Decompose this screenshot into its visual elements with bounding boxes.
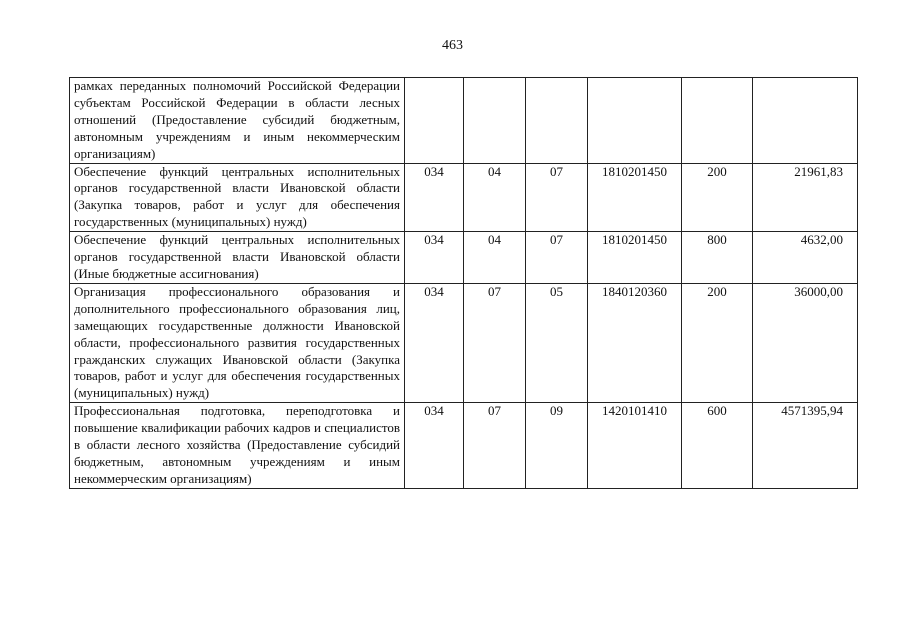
budget-table [69,77,858,489]
section-code: 04 [464,163,526,232]
row-description: Профессиональная подготовка, переподготовка и повышение квалификации рабочих кадров и специалистов в области лесного хозяйства (Предоставление субсидий бюджетным, автономным учреждениям и иным некоммерческим организациям) [70,403,405,489]
target-code: 1420101410 [588,403,682,489]
ministry-code: 034 [405,232,464,284]
row-description: Обеспечение функций центральных исполнительных органов государственной власти Ивановской области (Закупка товаров, работ и услуг для обеспечения государственных (муниципальных) нужд) [70,163,405,232]
amount [753,78,858,164]
target-code [588,78,682,164]
ministry-code: 034 [405,403,464,489]
page-number: 463 [442,38,463,53]
subsection-code: 09 [526,403,588,489]
table-row [70,232,858,284]
section-code: 04 [464,232,526,284]
target-code: 1810201450 [588,163,682,232]
amount: 4571395,94 [753,403,858,489]
table-row [70,283,858,402]
row-description: Организация профессионального образования и дополнительного профессионального образования лиц, замещающих государственные должности Ивановской области, профессионального развития государственных гражданских служащих Ивановской области (Закупка товаров, работ и услуг для обеспечения государственных (муниципальных) нужд) [70,283,405,402]
amount: 4632,00 [753,232,858,284]
expense-type-code [682,78,753,164]
ministry-code [405,78,464,164]
target-code: 1810201450 [588,232,682,284]
expense-type-code: 200 [682,283,753,402]
subsection-code: 07 [526,232,588,284]
amount: 36000,00 [753,283,858,402]
row-description: Обеспечение функций центральных исполнительных органов государственной власти Ивановской области (Иные бюджетные ассигнования) [70,232,405,284]
row-description: рамках переданных полномочий Российской Федерации субъектам Российской Федерации в области лесных отношений (Предоставление субсидий бюджетным, автономным учреждениям и иным некоммерческим организациям) [70,78,405,164]
expense-type-code: 200 [682,163,753,232]
expense-type-code: 800 [682,232,753,284]
target-code: 1840120360 [588,283,682,402]
ministry-code: 034 [405,283,464,402]
section-code: 07 [464,283,526,402]
ministry-code: 034 [405,163,464,232]
table-row [70,163,858,232]
section-code [464,78,526,164]
subsection-code [526,78,588,164]
subsection-code: 07 [526,163,588,232]
table-row [70,78,858,164]
amount: 21961,83 [753,163,858,232]
subsection-code: 05 [526,283,588,402]
expense-type-code: 600 [682,403,753,489]
section-code: 07 [464,403,526,489]
table-row [70,403,858,489]
